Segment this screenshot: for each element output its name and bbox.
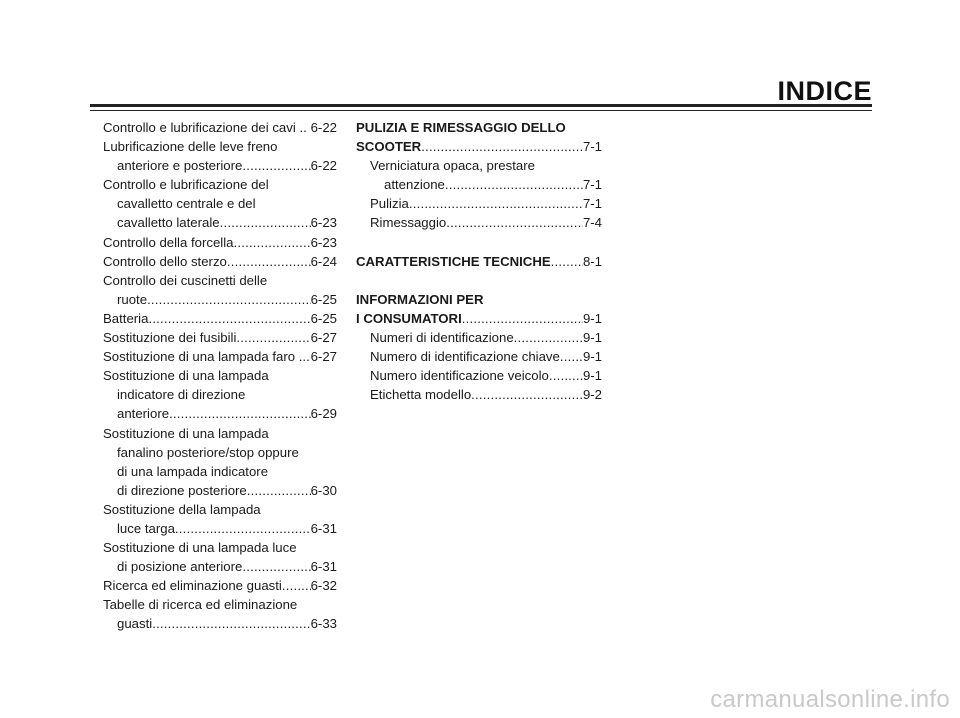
dot-leader [471,385,583,404]
toc-page-number: 6-32 [310,578,337,594]
watermark: carmanualsonline.info [710,686,950,713]
toc-entry[interactable] [103,481,337,500]
toc-line: Sostituzione della lampada [103,501,261,517]
toc-entry[interactable] [103,290,337,309]
toc-left-column [103,118,337,634]
toc-entry-title: Rimessaggio [370,215,447,231]
toc-entry[interactable] [356,137,602,156]
toc-entry-title: Controllo della forcella [103,234,234,250]
toc-line: Sostituzione di una lampada [103,368,269,384]
toc-entry-title: Ricerca ed eliminazione guasti [103,578,282,594]
toc-entry[interactable] [103,213,337,232]
toc-entry-title: Sostituzione di una lampada faro ... [103,349,310,365]
toc-entry[interactable] [103,233,337,252]
toc-line: Sostituzione di una lampada [103,425,269,441]
toc-page-number: 7-1 [582,196,602,212]
heading-rule-thick [90,104,872,107]
toc-entry-title: Batteria [103,310,149,326]
toc-page-number: 6-31 [310,520,337,536]
toc-line: cavalletto centrale e del [117,196,256,212]
toc-page-number: 6-33 [310,616,337,632]
toc-entry[interactable] [103,118,337,137]
dot-leader [152,614,310,633]
toc-entry[interactable] [103,156,337,175]
dot-leader [445,175,583,194]
toc-right-column [356,118,602,404]
toc-line: di una lampada indicatore [117,463,269,479]
toc-entry[interactable] [103,252,337,271]
toc-page-number: 9-1 [582,368,602,384]
dot-leader [514,328,583,347]
toc-line: Controllo e lubrificazione del [103,177,269,193]
toc-page-number: 6-22 [310,158,337,174]
dot-leader [549,366,583,385]
dot-leader [147,290,311,309]
toc-entry-title: guasti [117,616,153,632]
toc-line: Sostituzione di una lampada luce [103,540,297,556]
toc-entry[interactable] [356,175,602,194]
dot-leader [233,233,310,252]
toc-entry-title: Pulizia [370,196,409,212]
toc-line: fanalino posteriore/stop oppure [117,444,299,460]
toc-entry[interactable] [103,557,337,576]
toc-page-number: 9-1 [582,349,602,365]
dot-leader [282,576,311,595]
toc-entry[interactable] [103,614,337,633]
toc-entry[interactable] [103,576,337,595]
dot-leader [242,156,310,175]
dot-leader [169,404,311,423]
toc-page-number: 6-31 [310,559,337,575]
toc-page-number: 6-27 [310,330,337,346]
toc-entry[interactable] [356,347,602,366]
toc-page-number: 6-24 [310,253,337,269]
toc-page-number: 6-25 [310,291,337,307]
toc-page-number: 7-1 [582,177,602,193]
toc-spacer [356,271,602,290]
toc-line: INFORMAZIONI PER [356,291,484,307]
toc-page-number: 7-1 [582,139,602,155]
heading-rule-thin [90,110,872,111]
toc-entry[interactable] [103,519,337,538]
toc-entry[interactable] [103,328,337,347]
toc-entry-title: Numero di identificazione chiave [370,349,560,365]
toc-page-number: 7-4 [582,215,602,231]
toc-page-number: 6-23 [310,215,337,231]
toc-entry[interactable] [356,213,602,232]
dot-leader [446,213,583,232]
toc-entry[interactable] [103,347,337,366]
toc-entry-title: CARATTERISTICHE TECNICHE [356,253,551,269]
toc-entry[interactable] [356,385,602,404]
toc-entry-title: Etichetta modello [370,387,472,403]
toc-page-number: 9-1 [582,330,602,346]
toc-entry-title: Numeri di identificazione [370,330,514,346]
toc-entry[interactable] [356,194,602,213]
dot-leader [148,309,310,328]
toc-entry-title: SCOOTER [356,139,422,155]
toc-entry-title: attenzione [384,177,445,193]
dot-leader [242,557,310,576]
dot-leader [175,519,311,538]
dot-leader [220,213,311,232]
toc-entry-title: di direzione posteriore [117,482,247,498]
toc-line: indicatore di direzione [117,387,246,403]
toc-entry-title: di posizione anteriore [117,559,243,575]
toc-page-number: 9-1 [582,310,602,326]
toc-page-number: 6-25 [310,310,337,326]
toc-line: Controllo dei cuscinetti delle [103,272,268,288]
toc-spacer [356,233,602,252]
dot-leader [236,328,310,347]
toc-page-number: 6-27 [310,349,337,365]
toc-entry[interactable] [356,366,602,385]
toc-entry-title: Sostituzione dei fusibili [103,330,237,346]
toc-line: Lubrificazione delle leve freno [103,139,278,155]
dot-leader [462,309,583,328]
toc-entry-title: Controllo e lubrificazione dei cavi .. [103,120,307,135]
toc-line: PULIZIA E RIMESSAGGIO DELLO [356,120,566,135]
toc-entry[interactable] [356,309,602,328]
toc-entry[interactable] [103,309,337,328]
toc-page-number: 9-2 [582,387,602,403]
toc-entry[interactable] [103,404,337,423]
dot-leader [227,252,311,271]
dot-leader [560,347,583,366]
toc-page-number: 6-22 [310,120,337,135]
toc-entry-title: cavalletto laterale [117,215,220,231]
toc-entry-title: luce targa [117,520,175,536]
toc-page-number: 6-30 [310,482,337,498]
toc-entry-title: Numero identificazione veicolo [370,368,549,384]
toc-entry-title: Controllo dello sterzo [103,253,227,269]
toc-entry-title: I CONSUMATORI [356,310,462,326]
page-title: INDICE [777,76,872,106]
dot-leader [409,194,583,213]
toc-entry-title: ruote [117,291,148,307]
dot-leader [421,137,583,156]
toc-line: Tabelle di ricerca ed eliminazione [103,597,298,613]
dot-leader [247,481,311,500]
toc-entry[interactable] [356,328,602,347]
toc-entry-title: anteriore e posteriore [117,158,243,174]
dot-leader [551,252,583,271]
toc-entry-title: anteriore [117,406,170,422]
toc-page-number: 6-23 [310,234,337,250]
toc-page-number: 8-1 [582,253,602,269]
toc-page-number: 6-29 [310,406,337,422]
toc-line: Verniciatura opaca, prestare [370,158,535,174]
toc-entry[interactable] [356,252,602,271]
